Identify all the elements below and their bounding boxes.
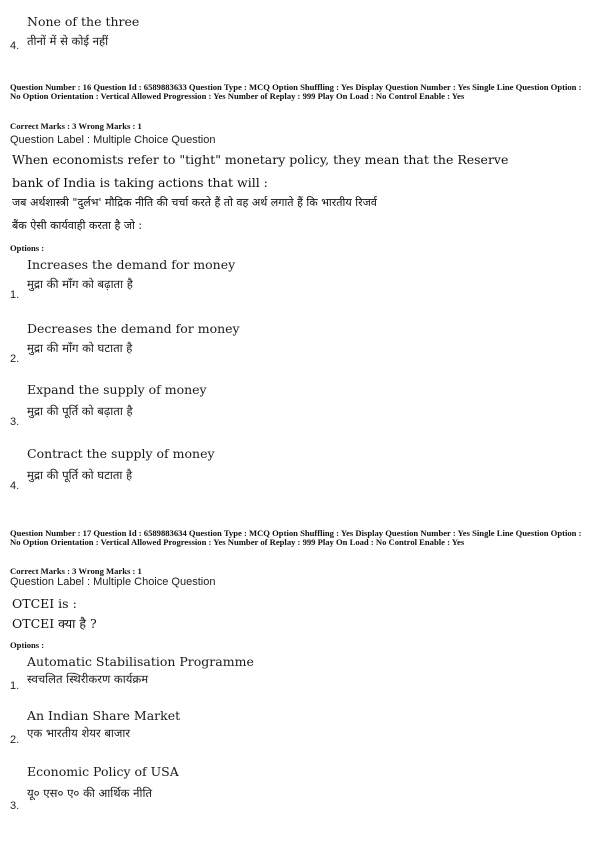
option-text-en: Expand the supply of money: [27, 382, 207, 397]
question-16-option-3[interactable]: [10, 380, 585, 430]
option-number: 1.: [10, 680, 20, 692]
question-17-option-3[interactable]: [10, 762, 585, 812]
question-17-options-label: Options :: [10, 640, 45, 650]
option-text-en: None of the three: [27, 14, 140, 29]
option-text-hi: मुद्रा की माँग को बढ़ाता है: [27, 277, 133, 291]
option-text-hi: मुद्रा की माँग को घटाता है: [27, 341, 133, 355]
question-16-text-en-line-1: When economists refer to "tight" monetary policy, they mean that the Reserve: [12, 152, 509, 167]
question-16-metadata: Question Number : 16 Question Id : 6589883633 Question Type : MCQ Option Shuffling : Yes Display Question Number : Yes Single Line Question Option : No Option Orientation : Vertical Allowed Progression : Yes Number of Replay : 999 Play On Load : No Control Enable : Yes: [10, 82, 582, 102]
option-text-hi: तीनों में से कोई नहीं: [27, 34, 109, 48]
option-text-en: Automatic Stabilisation Programme: [27, 654, 254, 669]
option-text-hi: एक भारतीय शेयर बाजार: [27, 726, 131, 740]
option-number: 4.: [10, 40, 20, 52]
question-17-text-en: OTCEI is :: [12, 596, 77, 611]
question-17-marks: Correct Marks : 3 Wrong Marks : 1: [10, 566, 142, 576]
option-number: 3.: [10, 416, 20, 428]
question-17-option-1[interactable]: [10, 652, 585, 702]
question-16-text-hi-line-1: जब अर्थशास्त्री "दुर्लभ' मौद्रिक नीति की चर्चा करते हैं तो वह अर्थ लगाते हैं कि भारतीय रिजर्व: [12, 196, 377, 209]
option-text-en: Economic Policy of USA: [27, 764, 179, 779]
option-text-en: Contract the supply of money: [27, 446, 215, 461]
question-16-label: Question Label : Multiple Choice Question: [10, 134, 216, 146]
question-17-text-hi: OTCEI क्या है ?: [12, 616, 97, 631]
question-16-option-2[interactable]: [10, 319, 585, 369]
option-text-en: An Indian Share Market: [27, 708, 181, 723]
option-text-en: Decreases the demand for money: [27, 321, 240, 336]
question-16-text-en-line-2: bank of India is taking actions that will :: [12, 175, 268, 190]
question-16-options-label: Options :: [10, 243, 45, 253]
question-16-option-4[interactable]: [10, 444, 585, 494]
question-17-option-2[interactable]: [10, 706, 585, 756]
option-number: 2.: [10, 734, 20, 746]
question-17-metadata: Question Number : 17 Question Id : 6589883634 Question Type : MCQ Option Shuffling : Yes Display Question Number : Yes Single Line Question Option : No Option Orientation : Vertical Allowed Progression : Yes Number of Replay : 999 Play On Load : No Control Enable : Yes: [10, 528, 582, 548]
question-16-option-1[interactable]: [10, 255, 585, 305]
option-number: 4.: [10, 480, 20, 492]
question-16-marks: Correct Marks : 3 Wrong Marks : 1: [10, 121, 142, 131]
question-17-label: Question Label : Multiple Choice Question: [10, 576, 216, 588]
option-text-hi: मुद्रा की पूर्ति को घटाता है: [27, 468, 133, 482]
option-text-en: Increases the demand for money: [27, 257, 236, 272]
prev-question-option-4[interactable]: [10, 12, 585, 56]
question-16-text-hi-line-2: बैंक ऐसी कार्यवाही करता है जो :: [12, 219, 143, 232]
option-text-hi: स्वचलित स्थिरीकरण कार्यक्रम: [27, 672, 149, 686]
option-number: 1.: [10, 289, 20, 301]
option-text-hi: यू० एस० ए० की आर्थिक नीति: [27, 786, 152, 800]
option-number: 3.: [10, 800, 20, 812]
option-number: 2.: [10, 353, 20, 365]
option-text-hi: मुद्रा की पूर्ति को बढ़ाता है: [27, 404, 133, 418]
